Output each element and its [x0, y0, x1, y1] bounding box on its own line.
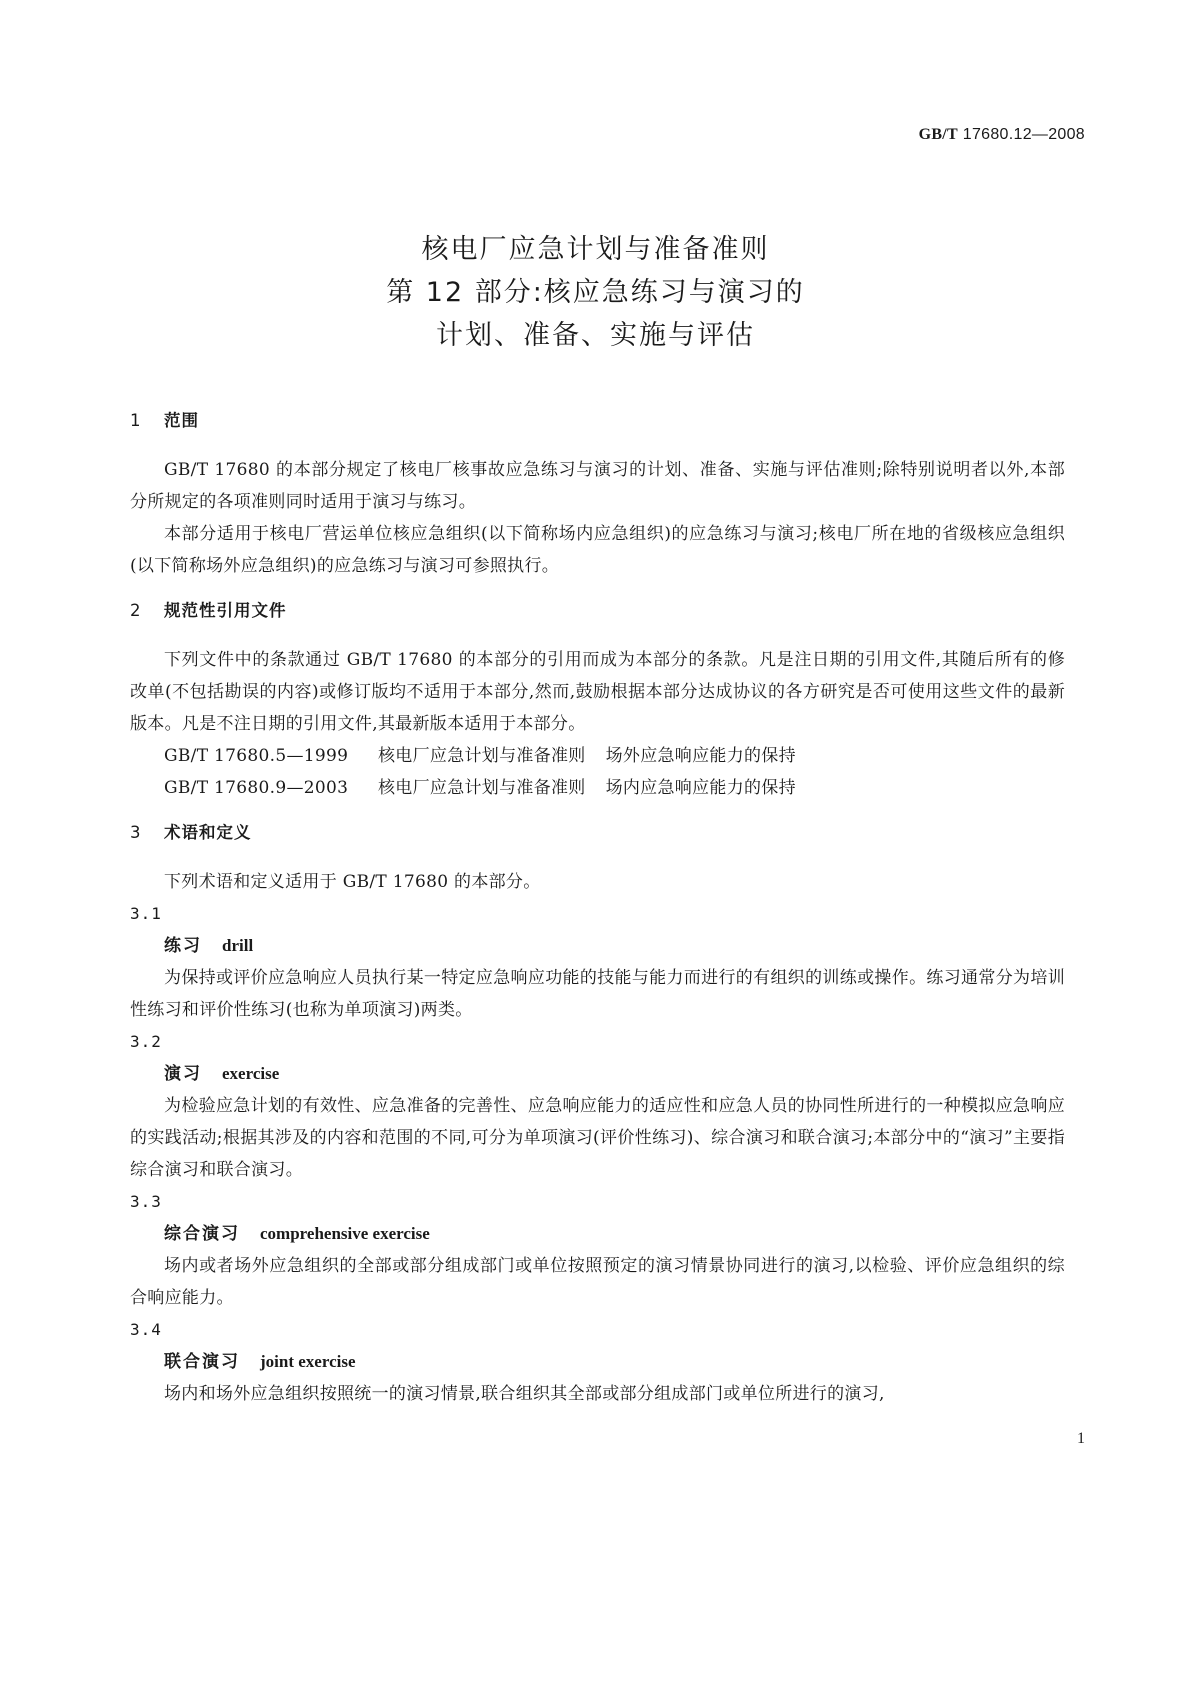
section-number: 3 [130, 823, 142, 842]
term-number: 3.3 [130, 1192, 162, 1211]
term-heading [130, 1058, 1065, 1090]
term-english: comprehensive exercise [260, 1224, 430, 1243]
section-title: 规范性引用文件 [164, 601, 287, 620]
title-line-1: 核电厂应急计划与准备准则 [421, 234, 770, 265]
reference-item [130, 772, 1065, 804]
term-english: joint exercise [260, 1352, 356, 1371]
section-title: 范围 [164, 411, 199, 430]
term-english: exercise [222, 1064, 280, 1083]
section-heading-scope [130, 406, 1065, 436]
page-number: 1 [1077, 1430, 1085, 1447]
term-definition: 为检验应急计划的有效性、应急准备的完善性、应急响应能力的适应性和应急人员的协同性所进行的一种模拟应急响应的实践活动;根据其涉及的内容和范围的不同,可分为单项演习(评价性练习)、综合演习和联合演习;本部分中的“演习”主要指综合演习和联合演习。 [130, 1096, 1065, 1180]
term-chinese: 联合演习 [164, 1352, 240, 1372]
reference-code: GB/T 17680.5—1999 [164, 746, 349, 766]
term-number: 3.2 [130, 1032, 162, 1051]
reference-subtitle: 场内应急响应能力的保持 [605, 778, 796, 798]
term-definition: 场内和场外应急组织按照统一的演习情景,联合组织其全部或部分组成部门或单位所进行的演习, [164, 1384, 885, 1404]
title-line-3: 计划、准备、实施与评估 [436, 320, 755, 351]
term-heading [130, 1218, 1065, 1250]
reference-item [130, 740, 1065, 772]
title-line-2: 第 12 部分:核应急练习与演习的 [386, 277, 805, 308]
section-heading-normative-references [130, 596, 1065, 626]
term-heading [130, 930, 1065, 962]
standard-prefix: GB/T [918, 126, 959, 143]
term-number: 3.1 [130, 904, 162, 923]
section-number: 1 [130, 411, 142, 430]
standard-code [919, 126, 1085, 144]
reference-subtitle: 场外应急响应能力的保持 [605, 746, 796, 766]
paragraph: 下列文件中的条款通过 GB/T 17680 的本部分的引用而成为本部分的条款。凡是注日期的引用文件,其随后所有的修改单(不包括勘误的内容)或修订版均不适用于本部分,然而,鼓励根据本部分达成协议的各方研究是否可使用这些文件的最新版本。凡是不注日期的引用文件,其最新版本适用于本部分。 [130, 650, 1065, 734]
paragraph: GB/T 17680 的本部分规定了核电厂核事故应急练习与演习的计划、准备、实施与评估准则;除特别说明者以外,本部分所规定的各项准则同时适用于演习与练习。 [130, 460, 1065, 512]
term-chinese: 练习 [164, 936, 202, 956]
section-heading-terms-definitions [130, 818, 1065, 848]
term-chinese: 综合演习 [164, 1224, 240, 1244]
term-definition: 场内或者场外应急组织的全部或部分组成部门或单位按照预定的演习情景协同进行的演习,以检验、评价应急组织的综合响应能力。 [130, 1256, 1065, 1308]
document-title [0, 228, 1191, 357]
paragraph: 下列术语和定义适用于 GB/T 17680 的本部分。 [164, 872, 541, 892]
paragraph: 本部分适用于核电厂营运单位核应急组织(以下简称场内应急组织)的应急练习与演习;核电厂所在地的省级核应急组织(以下简称场外应急组织)的应急练习与演习可参照执行。 [130, 524, 1065, 576]
term-number: 3.4 [130, 1320, 162, 1339]
section-number: 2 [130, 601, 142, 620]
reference-title: 核电厂应急计划与准备准则 [378, 746, 586, 766]
term-chinese: 演习 [164, 1064, 202, 1084]
term-heading [130, 1346, 1065, 1378]
reference-code: GB/T 17680.9—2003 [164, 778, 349, 798]
standard-number: 17680.12—2008 [962, 126, 1085, 143]
document-body [130, 406, 1065, 1410]
section-title: 术语和定义 [164, 823, 252, 842]
term-definition: 为保持或评价应急响应人员执行某一特定应急响应功能的技能与能力而进行的有组织的训练或操作。练习通常分为培训性练习和评价性练习(也称为单项演习)两类。 [130, 968, 1065, 1020]
reference-title: 核电厂应急计划与准备准则 [378, 778, 586, 798]
term-english: drill [222, 936, 254, 955]
